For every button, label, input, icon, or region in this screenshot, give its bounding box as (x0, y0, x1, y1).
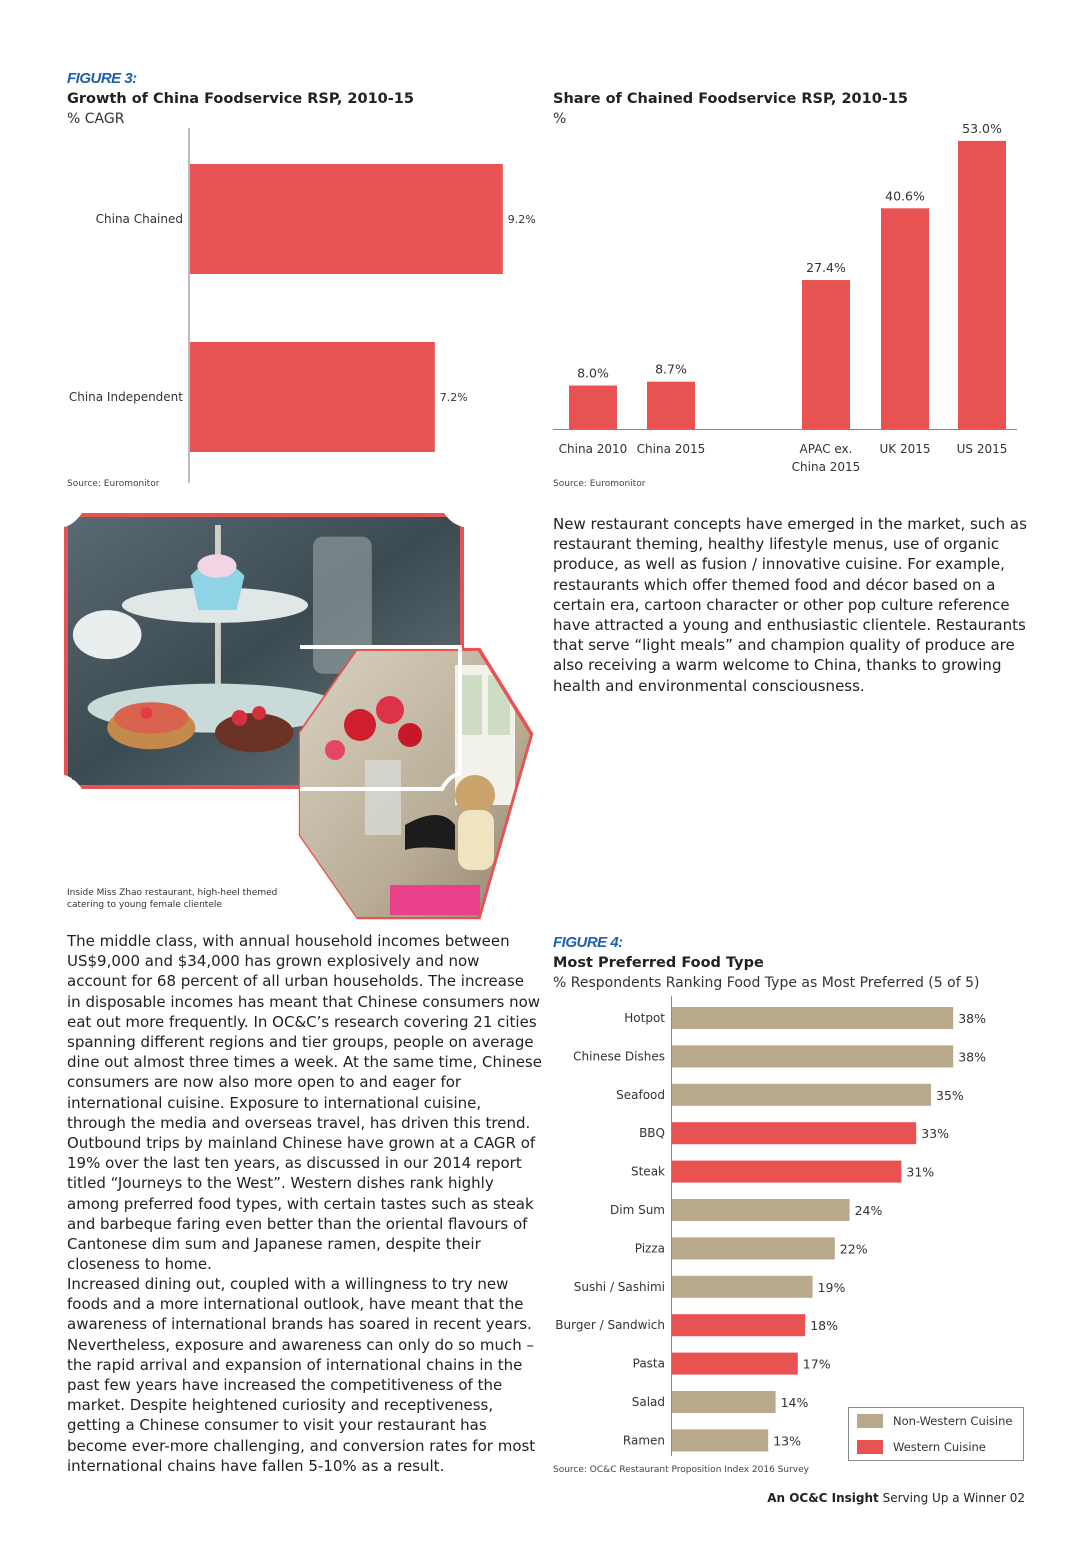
chart3-value-label: 33% (921, 1126, 949, 1142)
cagr-bar-chart (60, 125, 540, 485)
restaurant-photo-collage (60, 505, 560, 925)
chart1-category-label: China Chained (95, 212, 183, 226)
chart2-bar (569, 386, 617, 429)
chart3-category-label: Steak (630, 1164, 665, 1179)
paragraph-restaurant-concepts: New restaurant concepts have emerged in the market, such as restaurant theming, healthy lifestyle menus, use of organic produce, as well as fusion / innovative cuisine. For example, restaurants which offer themed food and décor based on a certain era, cartoon character or other pop culture reference have attracted a young and enthusiastic clientele. Restaurants that serve “light meals” and champion quality of produce are also receiving a warm welcome to China, thanks to growing health and environmental consciousness. (553, 515, 1027, 695)
chart2-bar (958, 141, 1006, 429)
chart3-bar (672, 1314, 805, 1336)
chart2-bar (647, 382, 695, 429)
chart3-category-label: Ramen (622, 1433, 665, 1448)
photo-caption-line-2: catering to young female clientele (67, 900, 222, 910)
chart1-bar (190, 342, 435, 452)
chart3-category-label: Hotpot (624, 1011, 665, 1025)
chart3-value-label: 17% (802, 1356, 831, 1372)
chart3-legend-label: Western Cuisine (893, 1440, 986, 1454)
chart2-value-label: 8.0% (577, 365, 609, 381)
chart3-bar (672, 1045, 953, 1067)
paragraph-middle-class: The middle class, with annual household incomes between US$9,000 and $34,000 has grown explosively and now account for 68 percent of all urban households. The increase in disposable incomes has meant that Chinese consumers now eat out more frequently. In OC&C’s research covering 21 cities spanning different regions and tier groups, people on average dine out almost three times a week. At the same time, Chinese consumers are now also more open to and eager for international cuisine. Exposure to international cuisine, through the media and overseas travel, has driven this trend. Outbound trips by mainland Chinese have grown at a CAGR of 19% over the last ten years, as discussed in our 2014 report titled “Journeys to the West”. Western dishes rank highly among preferred food types, with certain tastes such as steak and barbeque faring even better than the oriental flavours of Cantonese dim sum and Japanese ramen, despite their closeness to home. (67, 932, 542, 1274)
chart3-value-label: 18% (810, 1318, 838, 1334)
chart3-source: Source: OC&C Restaurant Proposition Index 2016 Survey (553, 1465, 809, 1475)
chart3-value-label: 38% (958, 1011, 986, 1026)
chart2-value-label: 27.4% (806, 260, 846, 276)
chart3-category-label: Salad (631, 1395, 665, 1409)
footer-title: Serving Up a Winner (882, 1491, 1006, 1505)
chart3-bar (672, 1161, 901, 1183)
chart3-category-label: BBQ (639, 1126, 665, 1141)
chart2-category-label: China 2010 (558, 442, 628, 456)
chart3-value-label: 14% (780, 1395, 809, 1410)
chart3-bar (672, 1007, 953, 1029)
chart3-bar (672, 1391, 776, 1413)
chart2-subtitle: % (553, 111, 567, 127)
chart2-value-label: 53.0% (962, 120, 1002, 136)
chart3-legend-swatch (857, 1440, 883, 1454)
chart2-category-label: China 2015 (791, 460, 861, 474)
chart3-category-label: Seafood (616, 1087, 665, 1102)
chart1-bar (190, 164, 503, 274)
chart1-value-label: 9.2% (507, 213, 536, 226)
chained-share-bar-chart (550, 110, 1020, 480)
photo-caption (67, 887, 277, 911)
chart3-category-label: Burger / Sandwich (555, 1318, 665, 1333)
footer-page-number: 02 (1009, 1491, 1025, 1505)
chart3-bar (672, 1429, 768, 1451)
chart1-title: Growth of China Foodservice RSP, 2010-15 (67, 91, 414, 107)
chart3-bar (672, 1276, 813, 1298)
chart3-legend-swatch (857, 1414, 883, 1428)
chart3-legend (849, 1408, 1024, 1461)
chart2-bar (802, 280, 850, 429)
chart3-bar (672, 1199, 850, 1221)
chart3-value-label: 19% (817, 1279, 846, 1295)
chart2-category-label: China 2015 (636, 442, 706, 456)
chart2-source: Source: Euromonitor (553, 479, 646, 489)
paragraph-dining-out: Increased dining out, coupled with a willingness to try new foods and a more international outlook, have meant that the awareness of international brands has soared in recent years. Nevertheless, exposure and awareness can only do so much – the rapid arrival and expansion of international chains in the past few years have increased the competitiveness of the market. Despite heightened curiosity and receptiveness, getting a Chinese consumer to visit your restaurant has become ever-more challenging, and conversion rates for most international chains have fallen 5-10% as a result. (67, 1275, 536, 1475)
chart2-title: Share of Chained Foodservice RSP, 2010-15 (553, 91, 909, 107)
chart1-subtitle: % CAGR (67, 111, 125, 127)
chart3-category-label: Pasta (632, 1356, 665, 1371)
chart3-value-label: 24% (854, 1203, 883, 1218)
chart3-value-label: 35% (936, 1087, 964, 1103)
chart3-bar (672, 1122, 916, 1144)
chart3-value-label: 13% (773, 1433, 801, 1449)
chart1-value-label: 7.2% (439, 391, 468, 404)
chart3-bar (672, 1084, 931, 1106)
chart2-category-label: APAC ex. (799, 442, 853, 456)
footer-brand: An OC&C Insight (767, 1491, 879, 1505)
chart3-title: Most Preferred Food Type (553, 955, 764, 971)
chart3-category-label: Chinese Dishes (573, 1049, 665, 1064)
chart3-value-label: 22% (839, 1241, 868, 1257)
chart2-bar (881, 208, 929, 429)
chart3-value-label: 31% (906, 1164, 935, 1180)
chart3-subtitle: % Respondents Ranking Food Type as Most Preferred (5 of 5) (553, 975, 980, 991)
chart2-value-label: 40.6% (885, 188, 925, 204)
chart2-category-label: US 2015 (956, 442, 1008, 456)
chart3-legend-label: Non-Western Cuisine (893, 1414, 1013, 1428)
chart2-value-label: 8.7% (655, 361, 687, 377)
figure4-label: FIGURE 4: (553, 934, 623, 951)
chart3-category-label: Dim Sum (610, 1203, 665, 1217)
chart3-category-label: Pizza (634, 1241, 665, 1256)
chart3-category-label: Sushi / Sashimi (573, 1279, 665, 1294)
chart3-bar (672, 1237, 835, 1259)
chart1-source: Source: Euromonitor (67, 479, 160, 489)
photo-caption-line-1: Inside Miss Zhao restaurant, high-heel themed (67, 888, 278, 898)
chart3-value-label: 38% (958, 1049, 986, 1065)
chart1-category-label: China Independent (68, 390, 183, 404)
chart3-bar (672, 1353, 798, 1375)
chart2-category-label: UK 2015 (879, 442, 931, 456)
figure3-label: FIGURE 3: (67, 70, 137, 87)
page-footer (767, 1491, 1025, 1505)
food-preference-bar-chart (553, 996, 1033, 1461)
